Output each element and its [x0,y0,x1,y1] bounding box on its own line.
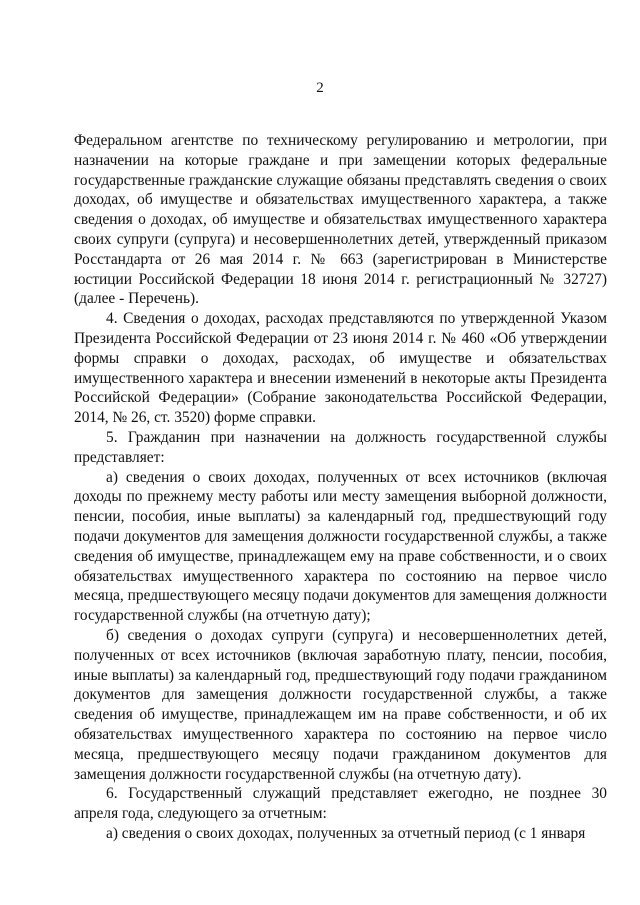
paragraph-item-5b: б) сведения о доходах супруги (супруга) и несовершеннолетних детей, полученных от всех источников (включая заработную плату, пенсии, пособия, иные выплаты) за календарный год, предшествующий году подачи гражданином документов для замещения должности государственной службы, а также сведения об имуществе, принадлежащем им на праве собственности, и об их обязательствах имущественного характера по состоянию на первое число месяца, предшествующего месяцу подачи гражданином документов для замещения должности государственной службы (на отчетную дату). [74,626,607,783]
paragraph-item-6: 6. Государственный служащий представляет ежегодно, не позднее 30 апреля года, следующего за отчетным: [74,785,607,823]
paragraph-item-4: 4. Сведения о доходах, расходах представляются по утвержденной Указом Президента Российской Федерации от 23 июня 2014 г. № 460 «Об утверждении формы справки о доходах, расходах, об имуществе и обязательствах имущественного характера и внесении изменений в некоторые акты Президента Российской Федерации» (Собрание законодательства Российской Федерации, 2014, № 26, ст. 3520) форме справки. [74,310,607,427]
paragraph-item-5a: а) сведения о своих доходах, полученных от всех источников (включая доходы по прежнему месту работы или месту замещения выборной должности, пенсии, пособия, иные выплаты) за календарный год, предшествующий году подачи документов для замещения должности государственной службы, а также сведения об имуществе, принадлежащем ему на праве собственности, и о своих обязательствах имущественного характера по состоянию на первое число месяца, предшествующего месяцу подачи документов для замещения должности государственной службы (на отчетную дату); [74,468,607,625]
document-body [74,131,607,844]
page-number: 2 [316,80,324,96]
paragraph-item-6a: а) сведения о своих доходах, полученных за отчетный период (с 1 января [106,824,586,842]
paragraph-continuation: Федеральном агентстве по техническому регулированию и метрологии, при назначении на которые граждане и при замещении которых федеральные государственные гражданские служащие обязаны представлять сведения о своих доходах, об имуществе и обязательствах имущественного характера, а также сведения о доходах, об имуществе и обязательствах имущественного характера своих супруги (супруга) и несовершеннолетних детей, утвержденный приказом Росстандарта от 26 мая 2014 г. № 663 (зарегистрирован в Министерстве юстиции Российской Федерации 18 июня 2014 г. регистрационный № 32727) (далее - Перечень). [74,132,607,308]
paragraph-item-5: 5. Гражданин при назначении на должность государственной службы представляет: [74,428,607,466]
